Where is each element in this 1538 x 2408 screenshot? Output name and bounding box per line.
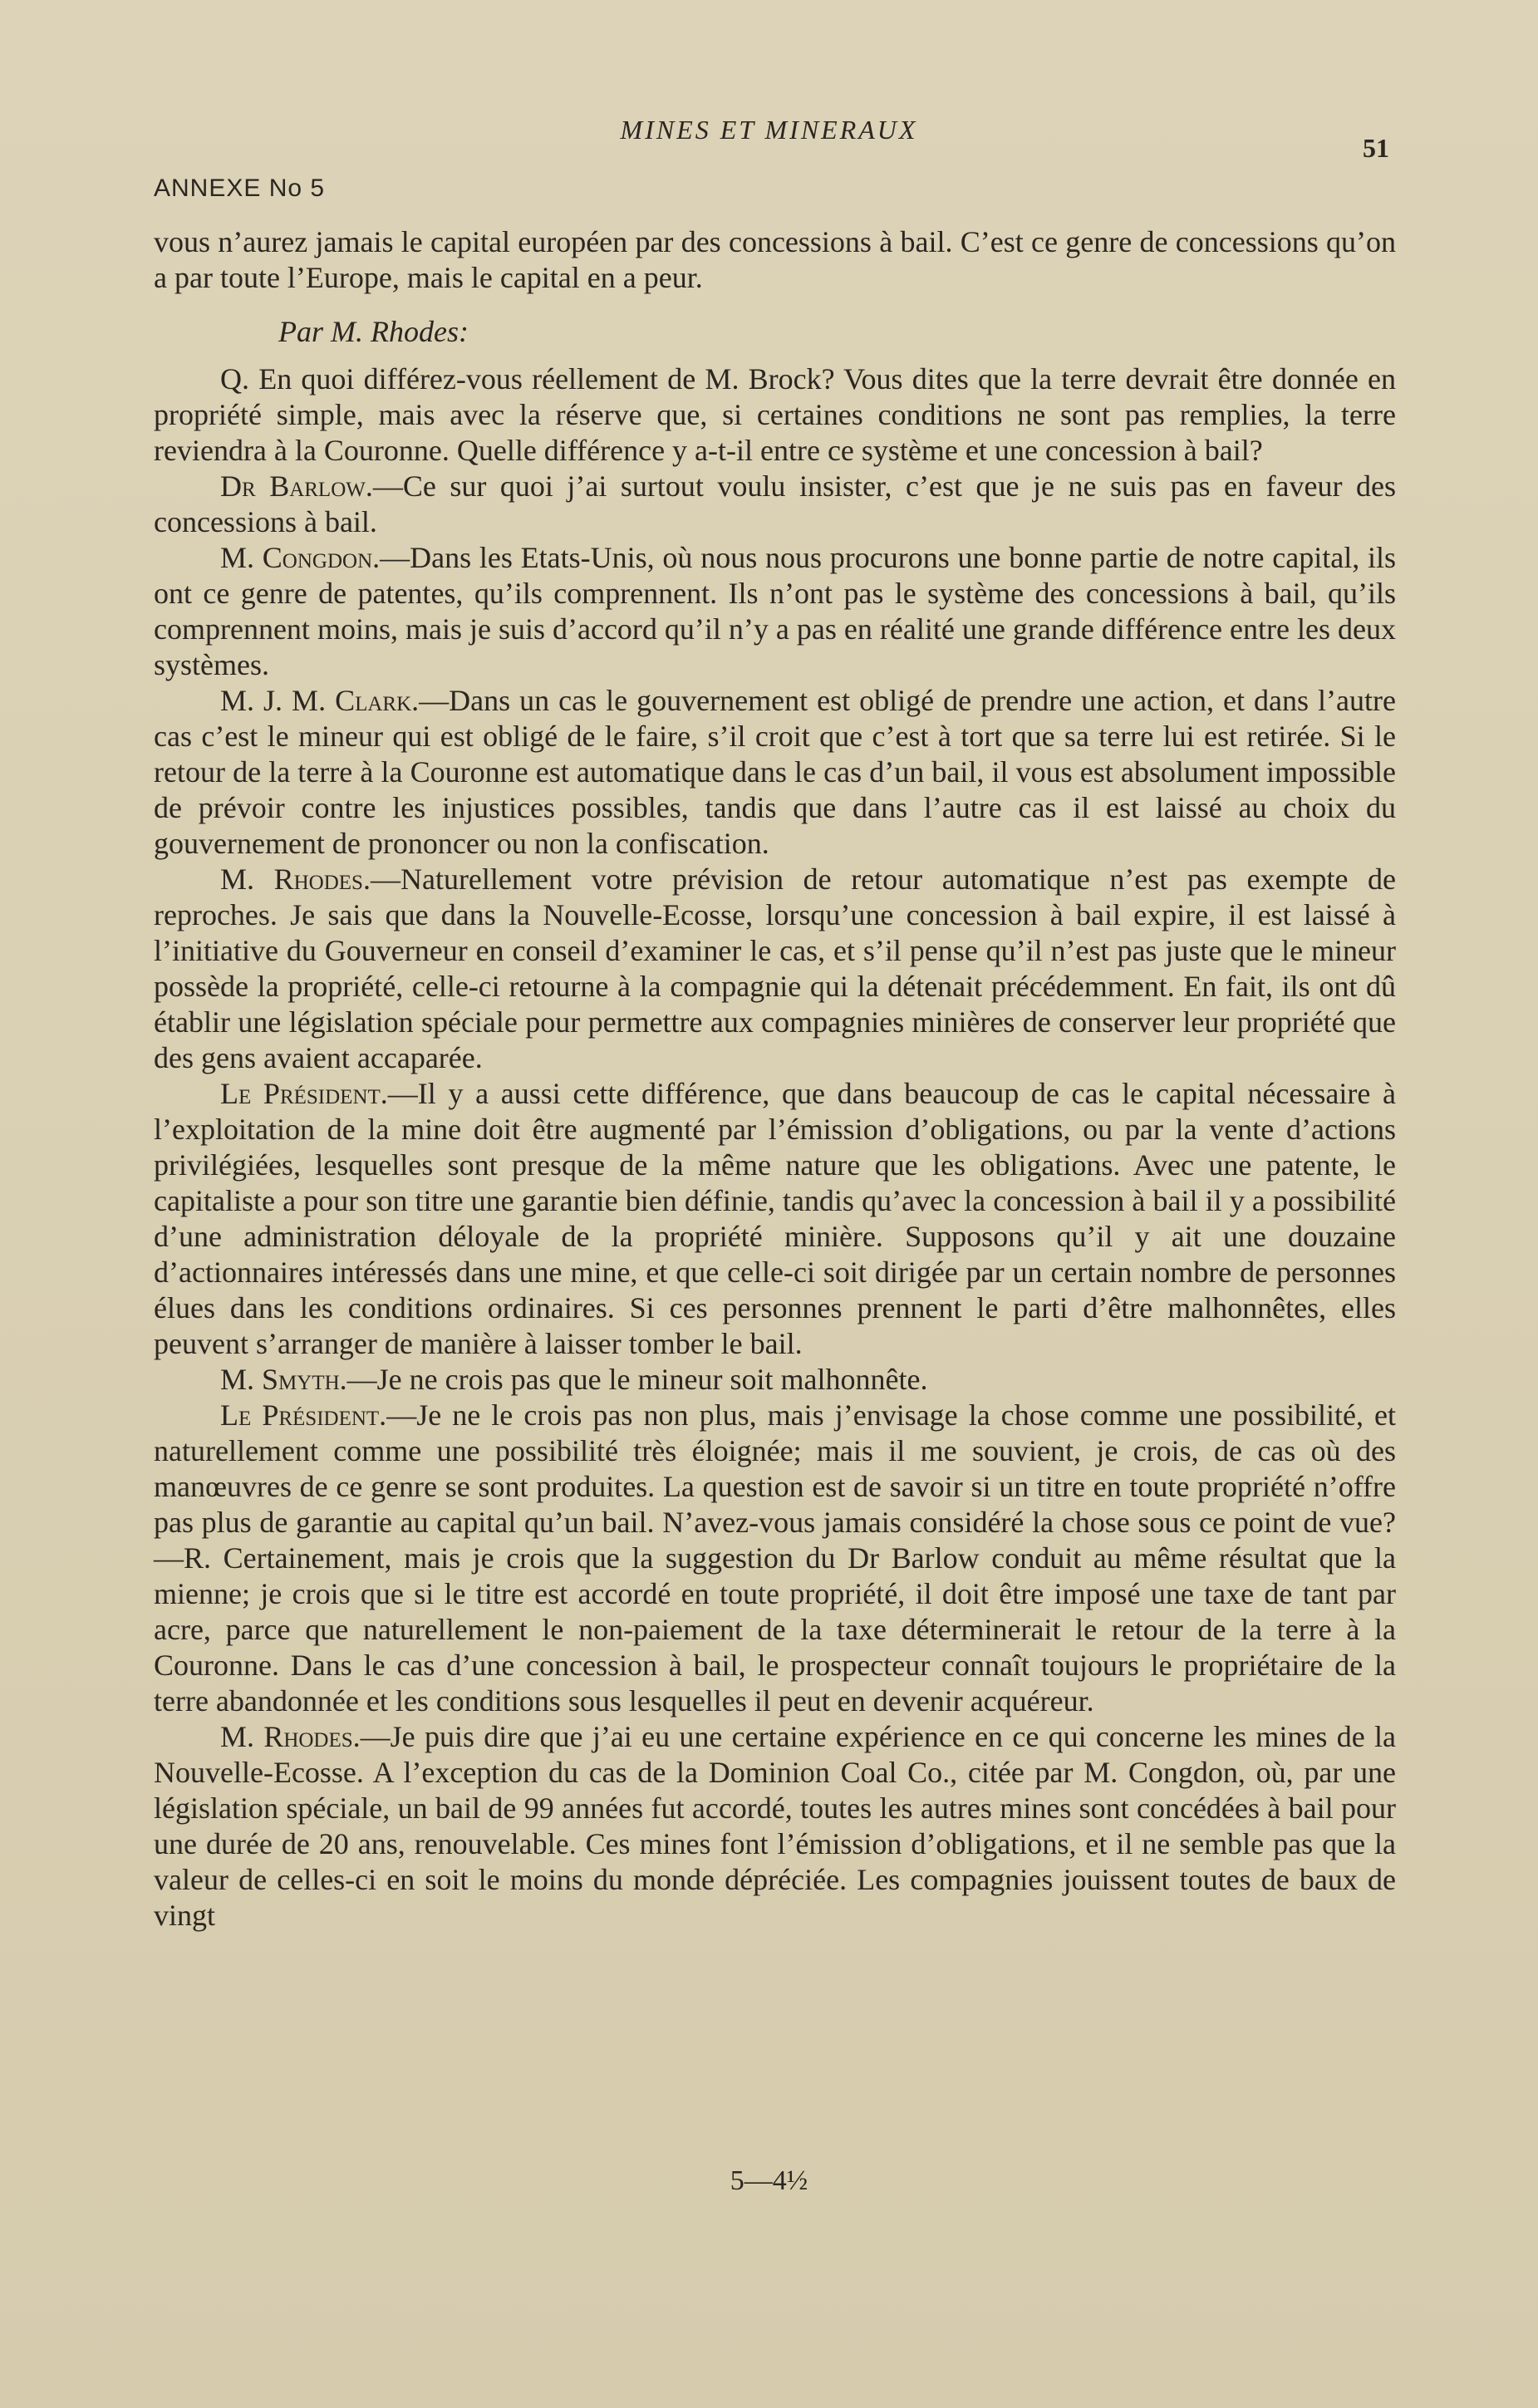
annex-label: ANNEXE No 5 xyxy=(154,174,326,202)
paragraph xyxy=(154,862,1396,1076)
speaker-name: M. J. M. Clark. xyxy=(220,684,420,717)
paragraph-text: —Il y a aussi cette différence, que dans beaucoup de cas le capital nécessaire à l’exploitation de la mine doit être augmenté par l’émission d’obligations, ou par la vente d’actions privilégiées, lesquelles sont presque de la même nature que les obligations. Avec une patente, le capitaliste a pour son titre une garantie bien définie, tandis qu’avec la concession à bail il y a possibilité d’une administration déloyale de la propriété minière. Supposons qu’il y ait une douzaine d’actionnaires intéressés dans une mine, et que celle-ci soit dirigée par un certain nombre de personnes élues dans les conditions ordinaires. Si ces personnes prennent le parti d’être malhonnêtes, elles peuvent s’arranger de manière à laisser tomber le bail. xyxy=(154,1077,1396,1360)
speaker-name: Le Président. xyxy=(220,1077,388,1110)
paragraph xyxy=(154,1362,1396,1398)
paragraph-text: —Je ne crois pas que le mineur soit malhonnête. xyxy=(346,1363,928,1396)
speaker-name: M. Rhodes. xyxy=(220,862,371,896)
paragraph-text: Q. En quoi différez-vous réellement de M. Brock? Vous dites que la terre devrait être donnée en propriété simple, mais avec la réserve que, si certaines conditions ne sont pas remplies, la terre reviendra à la Couronne. Quelle différence y a-t-il entre ce système et une concession à bail? xyxy=(154,362,1396,467)
body-text xyxy=(154,224,1396,1934)
section-heading xyxy=(154,314,1396,350)
paragraph-text: —Je puis dire que j’ai eu une certaine expérience en ce qui concerne les mines de la Nouvelle-Ecosse. A l’exception du cas de la Dominion Coal Co., citée par M. Congdon, où, par une législation spéciale, un bail de 99 années fut accordé, toutes les autres mines sont concédées à bail pour une durée de 20 ans, renouvelable. Ces mines font l’émission d’obligations, et il ne semble pas que la valeur de celles-ci en soit le moins du monde dépréciée. Les compagnies jouissent toutes de baux de vingt xyxy=(154,1720,1396,1932)
paragraph xyxy=(154,224,1396,296)
page-number: 51 xyxy=(1363,133,1389,163)
paragraph xyxy=(154,683,1396,862)
paragraph-text: vous n’aurez jamais le capital européen par des concessions à bail. C’est ce genre de concessions qu’on a par toute l’Europe, mais le capital en a peur. xyxy=(154,225,1396,294)
paragraph-text: —Naturellement votre prévision de retour automatique n’est pas exempte de reproches. Je sais que dans la Nouvelle-Ecosse, lorsqu’une concession à bail expire, il est laissé à l’initiative du Gouverneur en conseil d’examiner le cas, et s’il pense qu’il n’est pas juste que le mineur possède la propriété, celle-ci retourne à la compagnie qui la détenait précédemment. En fait, ils ont dû établir une législation spéciale pour permettre aux compagnies minières de conserver leur propriété que des gens avaient accaparée. xyxy=(154,862,1397,1074)
paragraph-text: —Dans les Etats-Unis, où nous nous procurons une bonne partie de notre capital, ils ont ce genre de patentes, qu’ils comprennent. Ils n’ont pas le système des concessions à bail, qu’ils comprennent moins, mais je suis d’accord qu’il n’y a pas en réalité une grande différence entre les deux systèmes. xyxy=(154,541,1396,681)
paragraph-text: —Je ne le crois pas non plus, mais j’envisage la chose comme une possibilité, et naturellement comme une possibilité très éloignée; mais il me souvient, je crois, de cas où des manœuvres de ce genre se sont produites. La question est de savoir si un titre en toute propriété n’offre pas plus de garantie au capital qu’un bail. N’avez-vous jamais considéré la chose sous ce point de vue?—R. Certainement, mais je crois que la suggestion du Dr Barlow conduit au même résultat que la mienne; je crois que si le titre est accordé en toute propriété, il doit être imposé une taxe de tant par acre, parce que naturellement le non-paiement de la taxe déterminerait le retour de la terre à la Couronne. Dans le cas d’une concession à bail, le prospecteur connaît toujours le propriétaire de la terre abandonnée et les conditions sous lesquelles il peut en devenir acquéreur. xyxy=(154,1398,1396,1718)
paragraph xyxy=(154,1076,1396,1362)
section-heading-text: Par M. Rhodes: xyxy=(278,315,469,348)
paragraph-text: —Ce sur quoi j’ai surtout voulu insister, c’est que je ne suis pas en faveur des concessions à bail. xyxy=(154,469,1396,538)
paragraph xyxy=(154,469,1396,540)
paragraph-text: —Dans un cas le gouvernement est obligé de prendre une action, et dans l’autre cas c’est le mineur qui est obligé de le faire, s’il croit que c’est à tort que sa terre lui est retirée. Si le retour de la terre à la Couronne est automatique dans le cas d’un bail, il vous est absolument impossible de prévoir contre les injustices possibles, tandis que dans l’autre cas il est laissé au choix du gouvernement de prononcer ou non la confiscation. xyxy=(154,684,1396,860)
speaker-name: M. Rhodes. xyxy=(220,1720,361,1753)
speaker-name: Dr Barlow. xyxy=(220,469,373,503)
speaker-name: M. Congdon. xyxy=(220,541,381,574)
running-head-title: MINES ET MINERAUX xyxy=(620,115,918,145)
speaker-name: Le Président. xyxy=(220,1398,387,1432)
paragraph xyxy=(154,540,1396,683)
paragraph xyxy=(154,1719,1396,1934)
signature-mark: 5—4½ xyxy=(730,2165,808,2196)
paragraph xyxy=(154,1398,1396,1719)
speaker-name: M. Smyth. xyxy=(220,1363,347,1396)
paragraph xyxy=(154,361,1396,469)
